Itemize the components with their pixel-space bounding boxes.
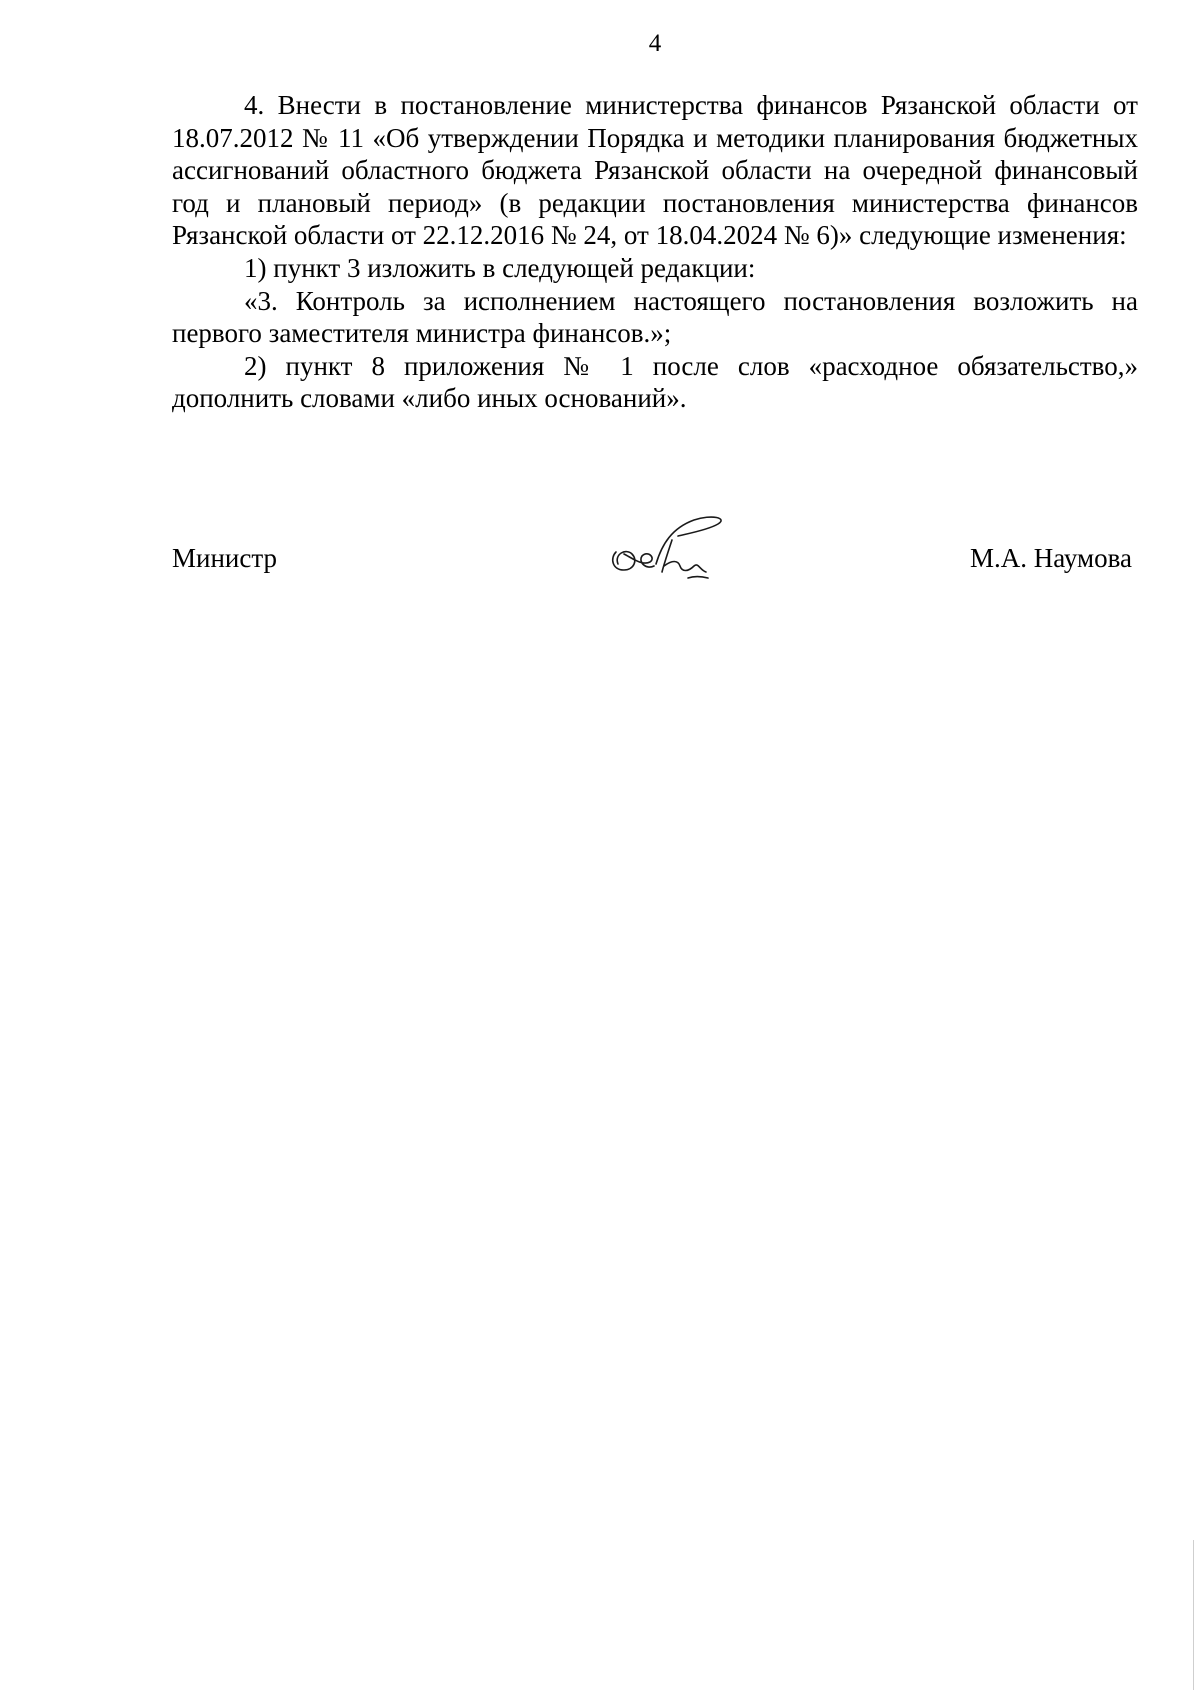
paragraph-item-1: 1) пункт 3 изложить в следующей редакции: (244, 252, 756, 283)
document-body (172, 89, 1138, 415)
paragraph-item-1-text: «3. Контроль за исполнением настоящего постановления возложить на первого заместителя министра финансов.»; (172, 285, 1138, 349)
paragraph-amendment-intro: 4. Внести в постановление министерства финансов Рязанской области от 18.07.2012 № 11 «Об утверждении Порядка и методики планирования бюджетных ассигнований областного бюджета Рязанской области на очередной финансовый год и плановый период» (в редакции постановления министерства финансов Рязанской области от 22.12.2016 № 24, от 18.04.2024 № 6)» следующие изменения: (172, 90, 1138, 251)
signatory-name: М.А. Наумова (970, 543, 1132, 573)
signature-block (172, 540, 1132, 610)
handwritten-signature (602, 514, 732, 586)
page-number: 4 (648, 30, 662, 57)
scan-edge-line (1193, 1540, 1194, 1690)
signatory-position: Министр (172, 543, 277, 573)
paragraph-item-2: 2) пункт 8 приложения № 1 после слов «расходное обязательство,» дополнить словами «либо иных оснований». (172, 350, 1138, 414)
